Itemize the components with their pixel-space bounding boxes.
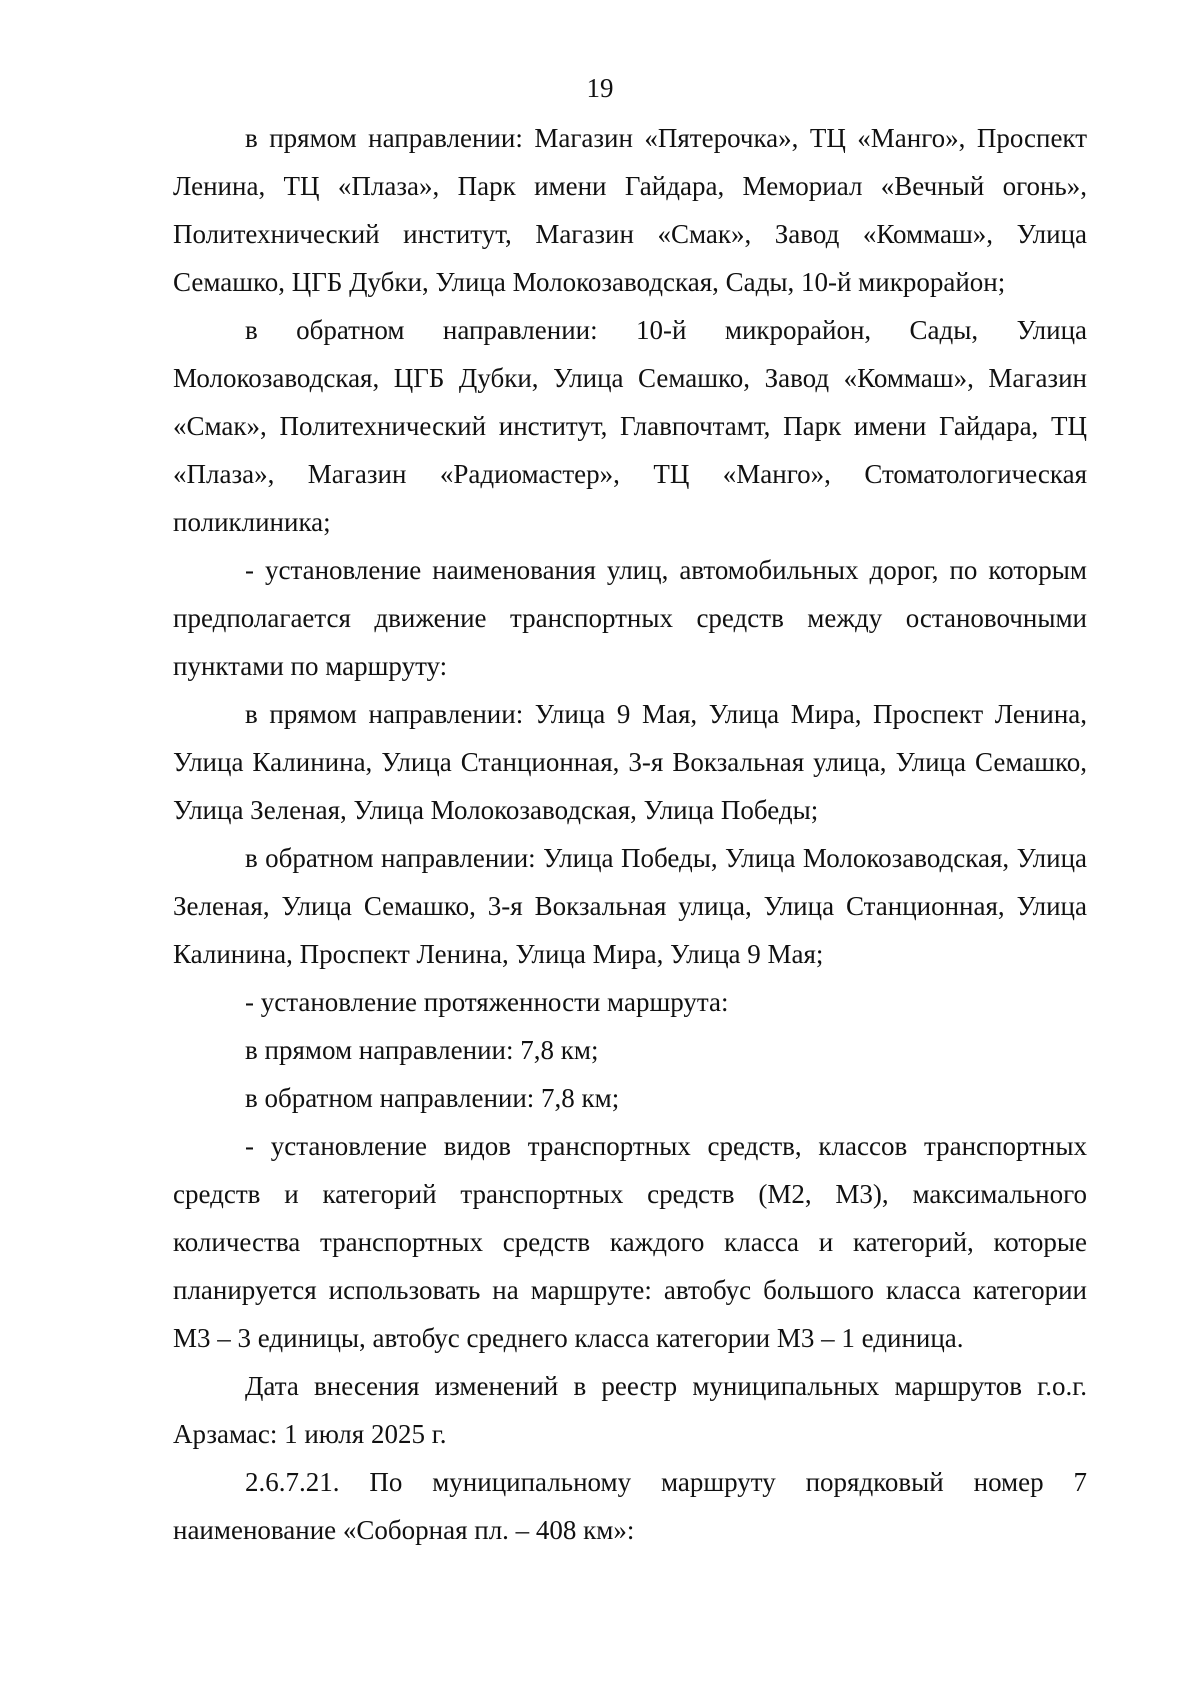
paragraph-registry-date: Дата внесения изменений в реестр муниципальных маршрутов г.о.г. Арзамас: 1 июля 2025 г. [173, 1371, 1087, 1449]
paragraph-vehicles: - установление видов транспортных средств, классов транспортных средств и категорий транспортных средств (М2, М3), максимального количества транспортных средств каждого класса и категорий, которые планируется использовать на маршруте: автобус большого класса категории М3 – 3 единицы, автобус среднего класса категории М3 – 1 единица. [173, 1131, 1087, 1353]
paragraph-reverse-streets: в обратном направлении: Улица Победы, Улица Молокозаводская, Улица Зеленая, Улица Семашко, 3-я Вокзальная улица, Улица Станционная, Улица Калинина, Проспект Ленина, Улица Мира, Улица 9 Мая; [173, 843, 1087, 969]
document-body [173, 114, 1087, 1554]
paragraph-forward-stops: в прямом направлении: Магазин «Пятерочка», ТЦ «Манго», Проспект Ленина, ТЦ «Плаза», Парк имени Гайдара, Мемориал «Вечный огонь», Политехнический институт, Магазин «Смак», Завод «Коммаш», Улица Семашко, ЦГБ Дубки, Улица Молокозаводская, Сады, 10-й микрорайон; [173, 123, 1087, 297]
paragraph-reverse-length: в обратном направлении: 7,8 км; [245, 1083, 620, 1113]
paragraph-forward-length: в прямом направлении: 7,8 км; [245, 1035, 599, 1065]
paragraph-next-route: 2.6.7.21. По муниципальному маршруту порядковый номер 7 наименование «Соборная пл. – 408 км»: [173, 1467, 1087, 1545]
page-number: 19 [586, 73, 614, 103]
paragraph-reverse-stops: в обратном направлении: 10-й микрорайон, Сады, Улица Молокозаводская, ЦГБ Дубки, Улица Семашко, Завод «Коммаш», Магазин «Смак», Политехнический институт, Главпочтамт, Парк имени Гайдара, ТЦ «Плаза», Магазин «Радиомастер», ТЦ «Манго», Стоматологическая поликлиника; [173, 315, 1087, 537]
paragraph-streets-heading: - установление наименования улиц, автомобильных дорог, по которым предполагается движение транспортных средств между остановочными пунктами по маршруту: [173, 555, 1087, 681]
paragraph-length-heading: - установление протяженности маршрута: [245, 987, 729, 1017]
paragraph-forward-streets: в прямом направлении: Улица 9 Мая, Улица Мира, Проспект Ленина, Улица Калинина, Улица Станционная, 3-я Вокзальная улица, Улица Семашко, Улица Зеленая, Улица Молокозаводская, Улица Победы; [173, 699, 1087, 825]
